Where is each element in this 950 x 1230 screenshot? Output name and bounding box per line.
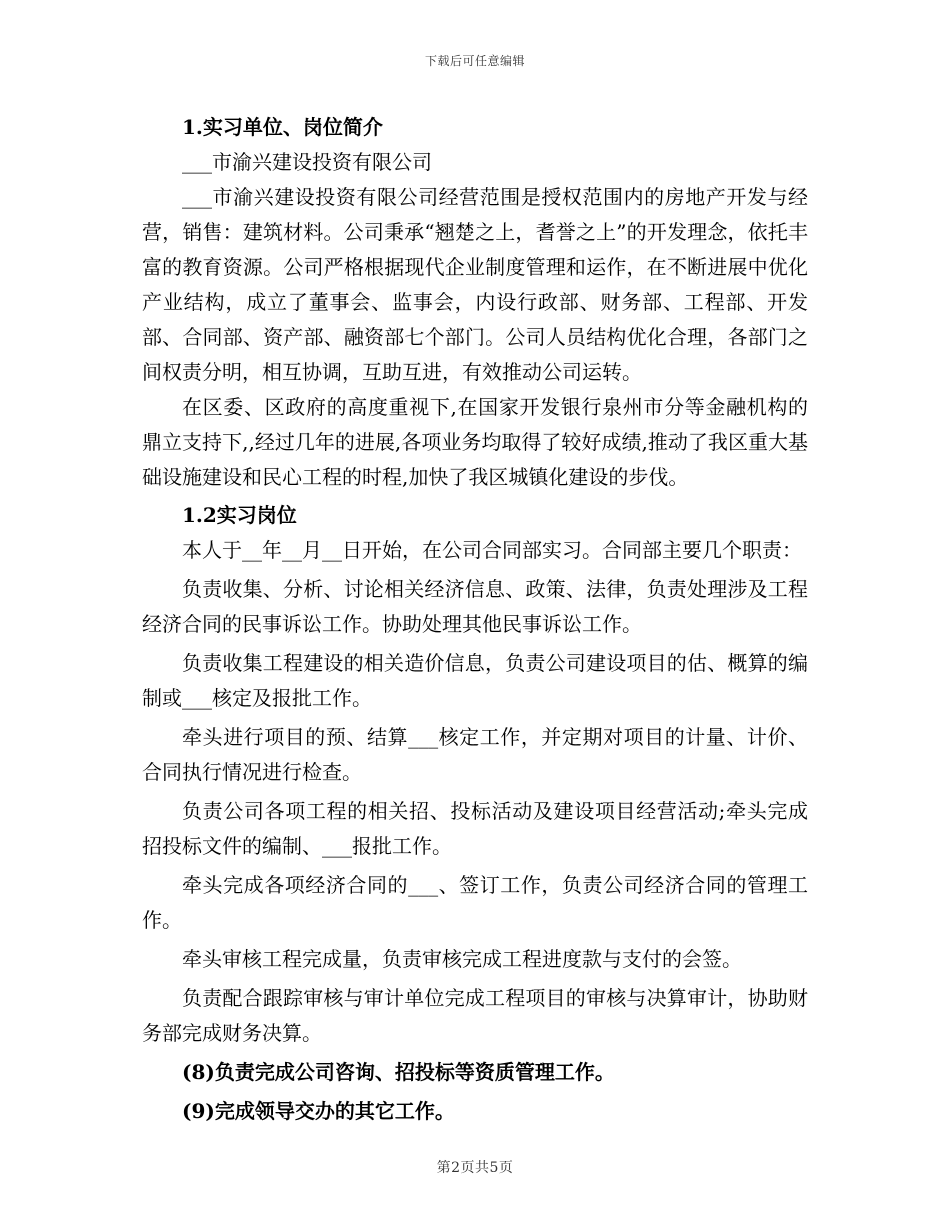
page-number-footer: 第2页共5页: [436, 1160, 514, 1176]
position-intro-paragraph: 本人于__年__月__日开始，在公司合同部实习。合同部主要几个职责：: [182, 538, 802, 562]
company-description-paragraph: ___市渝兴建设投资有限公司经营范围是授权范围内的房地产开发与经营，销售：建筑材料。公司秉承“翘楚之上，耆誉之上”的开发理念，依托丰富的教育资源。公司严格根据现代企业制度管理和运作，在不断进展中优化产业结构，成立了董事会、监事会，内设行政部、财务部、工程部、开发部、合同部、资产部、融资部七个部门。公司人员结构优化合理，各部门之间权责分明，相互协调，互助互进，有效推动公司运转。: [142, 185, 808, 384]
duty-item: 负责公司各项工程的相关招、投标活动及建设项目经营活动;牵头完成招投标文件的编制、___报批工作。: [142, 799, 808, 858]
section-title-internship-position: 1.2实习岗位: [182, 503, 297, 527]
duty-item: 牵头审核工程完成量，负责审核完成工程进度款与支付的会签。: [182, 947, 742, 971]
duty-item-9: (9)完成领导交办的其它工作。: [182, 1099, 455, 1123]
duty-item: 牵头完成各项经济合同的___、签订工作，负责公司经济合同的管理工作。: [142, 873, 808, 932]
development-paragraph: 在区委、区政府的高度重视下,在国家开发银行泉州市分等金融机构的鼎立支持下,,经过几年的进展,各项业务均取得了较好成绩,推动了我区重大基础设施建设和民心工程的时程,加快了我区城镇化建设的步伐。: [142, 395, 808, 489]
section-title-internship-unit: 1.实习单位、岗位简介: [182, 115, 383, 139]
page-header-note: 下载后可任意编辑: [424, 54, 525, 68]
duty-item: 负责收集工程建设的相关造价信息，负责公司建设项目的估、概算的编制或___核定及报批工作。: [142, 651, 808, 710]
duty-item: 牵头进行项目的预、结算___核定工作，并定期对项目的计量、计价、合同执行情况进行检查。: [142, 725, 808, 784]
duty-item: 负责收集、分析、讨论相关经济信息、政策、法律，负责处理涉及工程经济合同的民事诉讼工作。协助处理其他民事诉讼工作。: [142, 577, 808, 636]
duty-item: 负责配合跟踪审核与审计单位完成工程项目的审核与决算审计，协助财务部完成财务决算。: [142, 986, 808, 1045]
duty-item-8: (8)负责完成公司咨询、招投标等资质管理工作。: [182, 1060, 615, 1084]
document-body: [142, 107, 808, 1129]
company-name: ___市渝兴建设投资有限公司: [182, 150, 432, 174]
